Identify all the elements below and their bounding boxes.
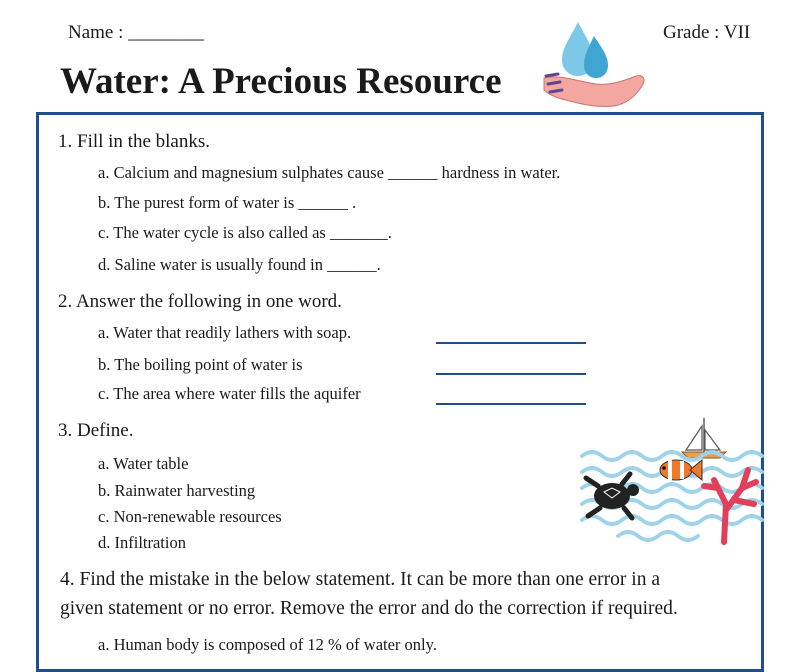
question-3d: d. Infiltration [98,533,186,552]
question-3c: c. Non-renewable resources [98,507,282,526]
page-title: Water: A Precious Resource [60,61,502,102]
question-2c: c. The area where water fills the aquifer [98,384,361,403]
answer-line-2a[interactable] [436,342,586,344]
question-2-heading: 2. Answer the following in one word. [58,291,342,312]
question-1d: d. Saline water is usually found in ______. [98,255,381,274]
sea-life-illustration [578,414,768,546]
question-4-heading-line2: given statement or no error. Remove the error and do the correction if required. [60,598,678,619]
question-3a: a. Water table [98,454,189,473]
question-1b: b. The purest form of water is ______ . [98,193,357,212]
turtle-icon [586,474,639,518]
name-field-label: Name : ________ [68,22,205,43]
question-4-heading-line1: 4. Find the mistake in the below statement. It can be more than one error in a [60,569,660,590]
hand-water-drop-icon [540,18,650,114]
question-1c: c. The water cycle is also called as _______. [98,223,392,242]
grade-label: Grade : VII [663,22,751,43]
question-3b: b. Rainwater harvesting [98,481,256,500]
question-1a: a. Calcium and magnesium sulphates cause ______ hardness in water. [98,163,561,182]
question-4a: a. Human body is composed of 12 % of water only. [98,635,437,654]
answer-line-2b[interactable] [436,373,586,375]
answer-line-2c[interactable] [436,403,586,405]
question-1-heading: 1. Fill in the blanks. [58,131,210,152]
coral-icon [704,470,756,542]
question-3-heading: 3. Define. [58,420,134,441]
question-2a: a. Water that readily lathers with soap. [98,323,352,342]
question-2b: b. The boiling point of water is [98,355,303,374]
